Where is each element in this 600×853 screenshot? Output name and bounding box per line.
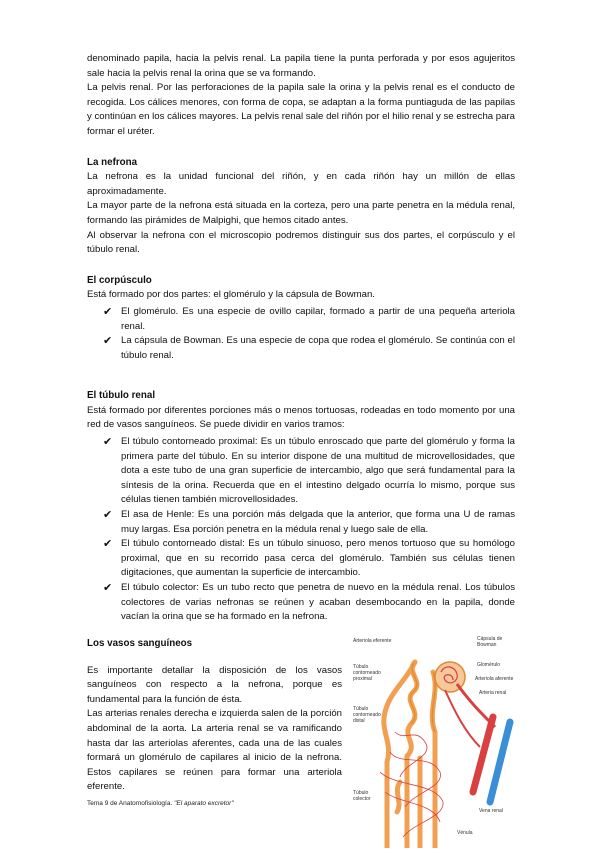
corpusculo-intro: Está formado por dos partes: el glomérulo y la cápsula de Bowman. (87, 289, 375, 301)
label-arteria-renal: Arteria renal (479, 690, 507, 696)
label-proximal: Túbulo contorneado proximal (353, 664, 381, 682)
label-venula: Vénula (457, 830, 473, 836)
corpusculo-heading: El corpúsculo (87, 274, 152, 286)
intro-paragraph-1: denominado papila, hacia la pelvis renal. La papila tiene la punta perforada y por esos agujeritos sale hacia la pelvis renal la orina que se va formando. (87, 53, 515, 79)
nefrona-paragraph-2: La mayor parte de la nefrona está situada en la corteza, pero una parte penetra en la médula renal, formando las pirámides de Malpighi, que hemos citado antes. (87, 200, 515, 226)
page-footer (87, 800, 234, 807)
checkmark-icon: ✔ (103, 538, 113, 551)
label-glomerulo: Glomérulo (477, 662, 501, 668)
label-colector: Túbulo colector (353, 790, 371, 802)
list-item: ✔ La cápsula de Bowman. Es una especie de copa que rodea el glomérulo. Se continúa con el túbulo renal. (103, 335, 515, 361)
intro-paragraph-2: La pelvis renal. Por las perforaciones de la papila sale la orina y la pelvis renal es el conducto de recogida. Los cálices menores, con forma de copa, se adaptan a la forma puntiaguda de las papilas y continúan en los cálices mayores. La pelvis renal sale del riñón por el hilio renal y se estrecha para formar el uréter. (87, 82, 515, 137)
label-arteriola-aferente: Arteriola aferente (475, 676, 514, 682)
vasos-heading: Los vasos sanguíneos (87, 638, 193, 649)
checkmark-icon: ✔ (103, 582, 113, 594)
vasos-section (87, 637, 342, 795)
footer-italic: "El aparato excretor" (174, 800, 234, 807)
tubulo-heading: El túbulo renal (87, 390, 156, 402)
nefrona-paragraph-3: Al observar la nefrona con el microscopio podremos distinguir sus dos partes, el corpúsculo y el túbulo renal. (87, 229, 515, 256)
nefrona-paragraph-1: La nefrona es la unidad funcional del riñón, y en cada riñón hay un millón de ellas aproximadamente. (87, 171, 515, 197)
label-vena-renal: Vena renal (479, 808, 503, 814)
checkmark-icon: ✔ (103, 509, 113, 522)
tubulo-intro: Está formado por diferentes porciones más o menos tortuosas, rodeadas en todo momento por una red de vasos sanguíneos. Se puede dividir en varios tramos: (87, 404, 515, 431)
checkmark-icon: ✔ (103, 436, 113, 449)
label-capsula: Cápsula de Bowman (477, 636, 503, 648)
label-arteriola-eferente: Arteriola eferente (353, 638, 392, 644)
footer-text: Tema 9 de Anatomofisiología. (87, 800, 175, 807)
checkmark-icon: ✔ (103, 305, 113, 318)
list-item: ✔ El asa de Henle: Es una porción más delgada que la anterior, que forma una U de ramas muy largas. Esa porción penetra en la médula renal y luego sale de ella. (103, 509, 515, 535)
main-text (87, 52, 515, 625)
list-item: ✔ El túbulo colector: Es un tubo recto que penetra de nuevo en la médula renal. Los túbulos colectores de varias nefronas se reúnen y acaban desembocando en la papila, donde vacían la orina que se ha formado en la nefrona. (103, 582, 515, 623)
nephron-illustration (345, 632, 520, 848)
vasos-paragraph-2: Las arterias renales derecha e izquierda salen de la porción abdominal de la aorta. La arteria renal se va ramificando hasta dar las arteriolas aferentes, cada una de las cuales formará un glomérulo de capilares al inicio de la nefrona. Estos capilares se reúnen para formar una arteriola eferente. (87, 708, 342, 793)
checkmark-icon: ✔ (103, 335, 113, 348)
nefrona-heading: La nefrona (87, 156, 138, 168)
list-item: ✔ El túbulo contorneado proximal: Es un túbulo enroscado que parte del glomérulo y forma la primera parte del túbulo. En su interior dispone de una multitud de microvellosidades, que dota a este tubo de una gran superficie de intercambio, algo que será fundamental para la síntesis de la orina. Recuerda que en el intestino delgado ocurría lo mismo, porque sus células tienen también microvellosidades. (103, 436, 515, 506)
corpusculo-list (87, 305, 515, 363)
list-item: ✔ El túbulo contorneado distal: Es un túbulo sinuoso, pero menos tortuoso que su homólogo proximal, que en su recorrido pasa cerca del glomérulo. También sus células tienen digitaciones, que aumentan la superficie de intercambio. (103, 538, 515, 579)
vasos-paragraph-1: Es importante detallar la disposición de los vasos sanguíneos con respecto a la nefrona, porque es fundamental para la función de ésta. (87, 664, 342, 705)
label-distal: Túbulo contorneado distal (353, 706, 381, 724)
list-item: ✔ El glomérulo. Es una especie de ovillo capilar, formado a partir de una pequeña arteriola renal. (103, 305, 515, 332)
tubulo-list (87, 435, 515, 625)
